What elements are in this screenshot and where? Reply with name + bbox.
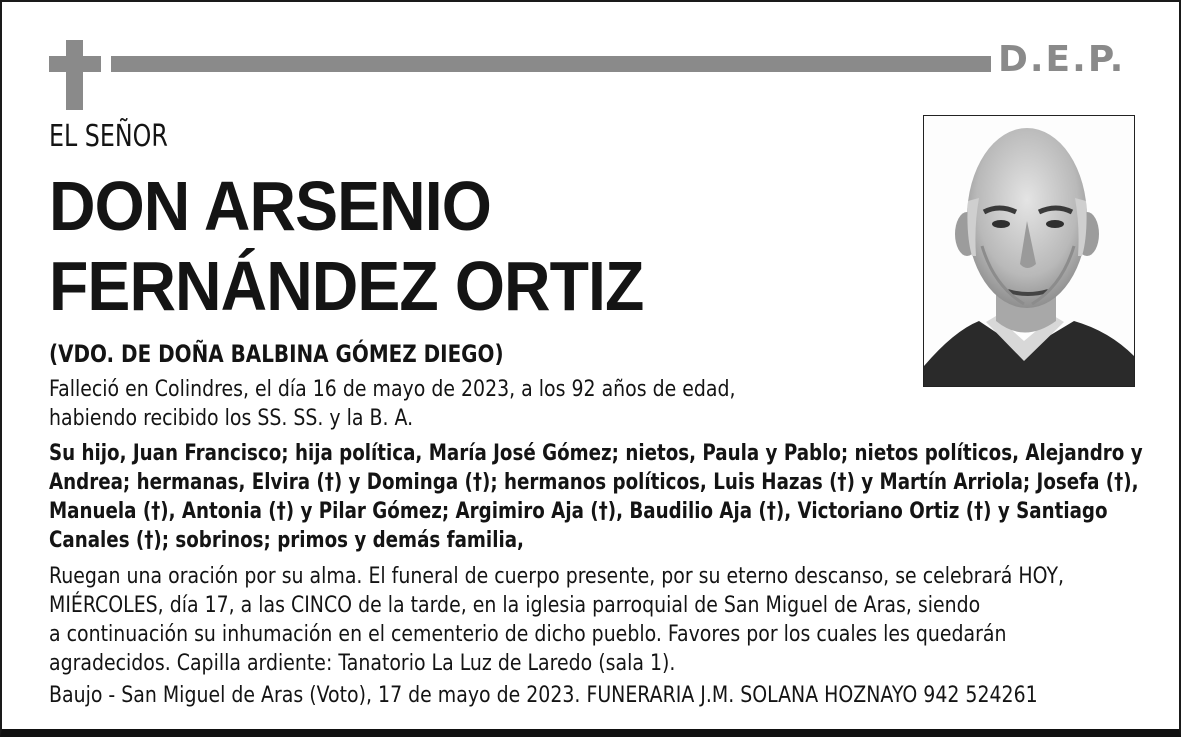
service-line: agradecidos. Capilla ardiente: Tanatorio La Luz de Laredo (sala 1). [49,651,676,676]
widow-of: (VDO. DE DOÑA BALBINA GÓMEZ DIEGO) [49,340,504,368]
service-line: MIÉRCOLES, día 17, a las CINCO de la tarde, en la iglesia parroquial de San Miguel de Aras, siendo [49,593,981,618]
death-line: habiendo recibido los SS. SS. y la B. A. [49,406,414,431]
death-line: Falleció en Colindres, el día 16 de mayo de 2023, a los 92 años de edad, [49,377,736,402]
portrait-photo [923,115,1135,387]
dep-heading: D.E.P. [998,39,1126,80]
service-details [49,562,1124,678]
family-list [49,439,1143,555]
family-line: Manuela (†), Antonia (†) y Pilar Gómez; Argimiro Aja (†), Baudilio Aja (†), Victoriano Ortiz (†) y Santiago [49,499,1108,524]
service-line: Ruegan una oración por su alma. El funeral de cuerpo presente, por su eterno descanso, se celebrará HOY, [49,564,1065,589]
header-rule [111,56,991,72]
family-line: Andrea; hermanas, Elvira (†) y Dominga (†); hermanos políticos, Luis Hazas (†) y Martín Arriola; Josefa (†), [49,470,1139,495]
deceased-name-line-1: DON ARSENIO [49,167,491,245]
service-line: a continuación su inhumación en el cementerio de dicho pueblo. Favores por los cuales les quedarán [49,622,1007,647]
footer-line: Baujo - San Miguel de Aras (Voto), 17 de mayo de 2023. FUNERARIA J.M. SOLANA HOZNAYO 942 524261 [49,683,1038,708]
family-line: Su hijo, Juan Francisco; hija política, María José Gómez; nietos, Paula y Pablo; nietos políticos, Alejandro y [49,441,1143,466]
family-line: Canales (†); sobrinos; primos y demás familia, [49,528,524,553]
cross-icon [49,40,101,110]
honorific: EL SEÑOR [49,119,168,154]
portrait-image [924,116,1134,386]
deceased-name-line-2: FERNÁNDEZ ORTIZ [49,247,644,325]
